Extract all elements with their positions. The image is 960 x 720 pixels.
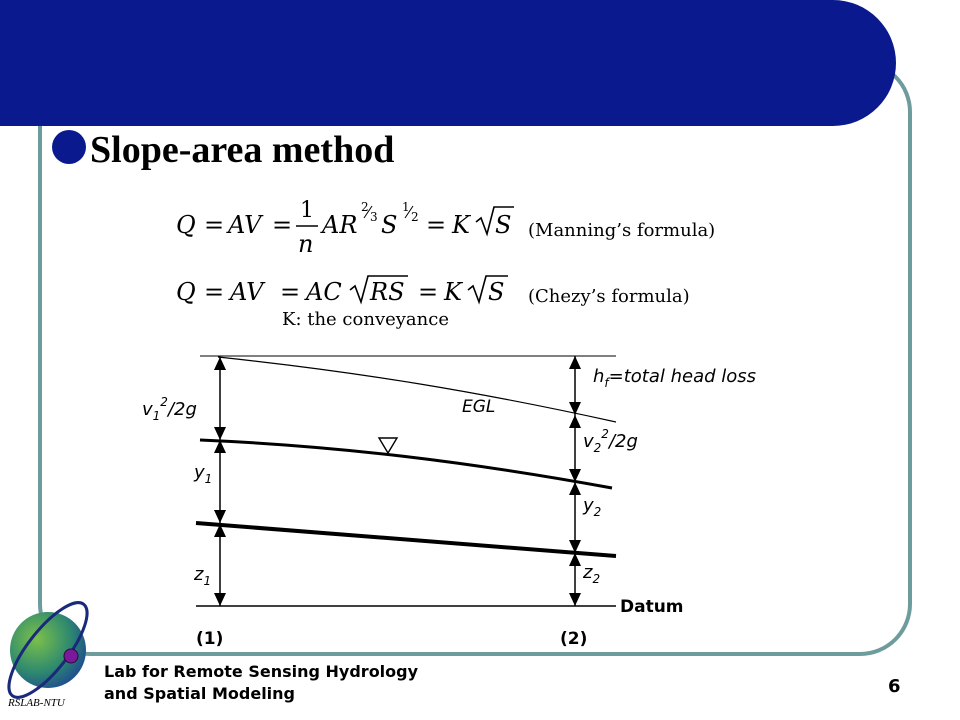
water-surface-triangle-icon (379, 438, 397, 453)
hf-label: $h_f=total$ head loss (593, 366, 757, 390)
manning-k: K (452, 211, 470, 239)
manning-numerator: 1 (300, 198, 314, 223)
satellite-dot-icon (64, 649, 78, 663)
manning-exp-half-one: 1 (402, 200, 410, 214)
manning-n: n (298, 230, 314, 258)
footer-lab-name (104, 661, 418, 705)
section-2-label: (2) (560, 629, 588, 649)
manning-q: Q (176, 211, 196, 239)
chezy-rs: RS (370, 278, 405, 306)
manning-equals-1: = (204, 211, 225, 239)
v2-label: $v_2^2/2g$ (583, 427, 638, 455)
chezy-k: K (444, 278, 462, 306)
page-number: 6 (888, 676, 901, 697)
manning-s: S (381, 211, 398, 239)
conveyance-note: K: the conveyance (282, 309, 449, 330)
chezy-av: AV (230, 278, 264, 306)
y2-label: $y_2$ (583, 495, 602, 519)
slide-title: Slope-area method (90, 129, 395, 171)
manning-exp-half-two: 2 (411, 210, 419, 224)
y1-label: $y_1$ (194, 462, 213, 486)
chezy-equals-3: = (418, 278, 439, 306)
manning-equals-2: = (272, 211, 293, 239)
chezy-caption: (Chezy’s formula) (528, 286, 690, 307)
manning-exp-two: 2 (361, 200, 369, 214)
section-1-label: (1) (196, 629, 224, 649)
manning-sqrt-s: S (495, 211, 512, 239)
v1-label: $v_1^2/2g$ (142, 395, 197, 423)
chezy-q: Q (176, 278, 196, 306)
z2-label: $z_2$ (583, 562, 601, 586)
water-surface-line (200, 440, 612, 488)
chezy-equals-1: = (204, 278, 225, 306)
manning-formula (176, 198, 715, 258)
logo-caption: RSLAB-NTU (8, 697, 65, 709)
lab-logo (0, 592, 99, 708)
footer-line-1: Lab for Remote Sensing Hydrology (104, 662, 419, 681)
manning-ar: AR (322, 211, 358, 239)
manning-av: AV (228, 211, 262, 239)
z1-label: $z_1$ (194, 564, 212, 588)
energy-diagram (196, 356, 616, 606)
manning-equals-3: = (426, 211, 447, 239)
chezy-ac: AC (306, 278, 342, 306)
chezy-sqrt-s: S (488, 278, 505, 306)
footer-line-2: and Spatial Modeling (104, 684, 295, 703)
manning-caption: (Manning’s formula) (528, 220, 716, 241)
egl-label: EGL (462, 397, 496, 417)
datum-label: Datum (620, 597, 684, 617)
manning-exp-three: 3 (370, 210, 378, 224)
chezy-formula (176, 276, 690, 307)
channel-bed-line (196, 523, 616, 556)
egl-line (218, 357, 616, 422)
chezy-equals-2: = (280, 278, 301, 306)
